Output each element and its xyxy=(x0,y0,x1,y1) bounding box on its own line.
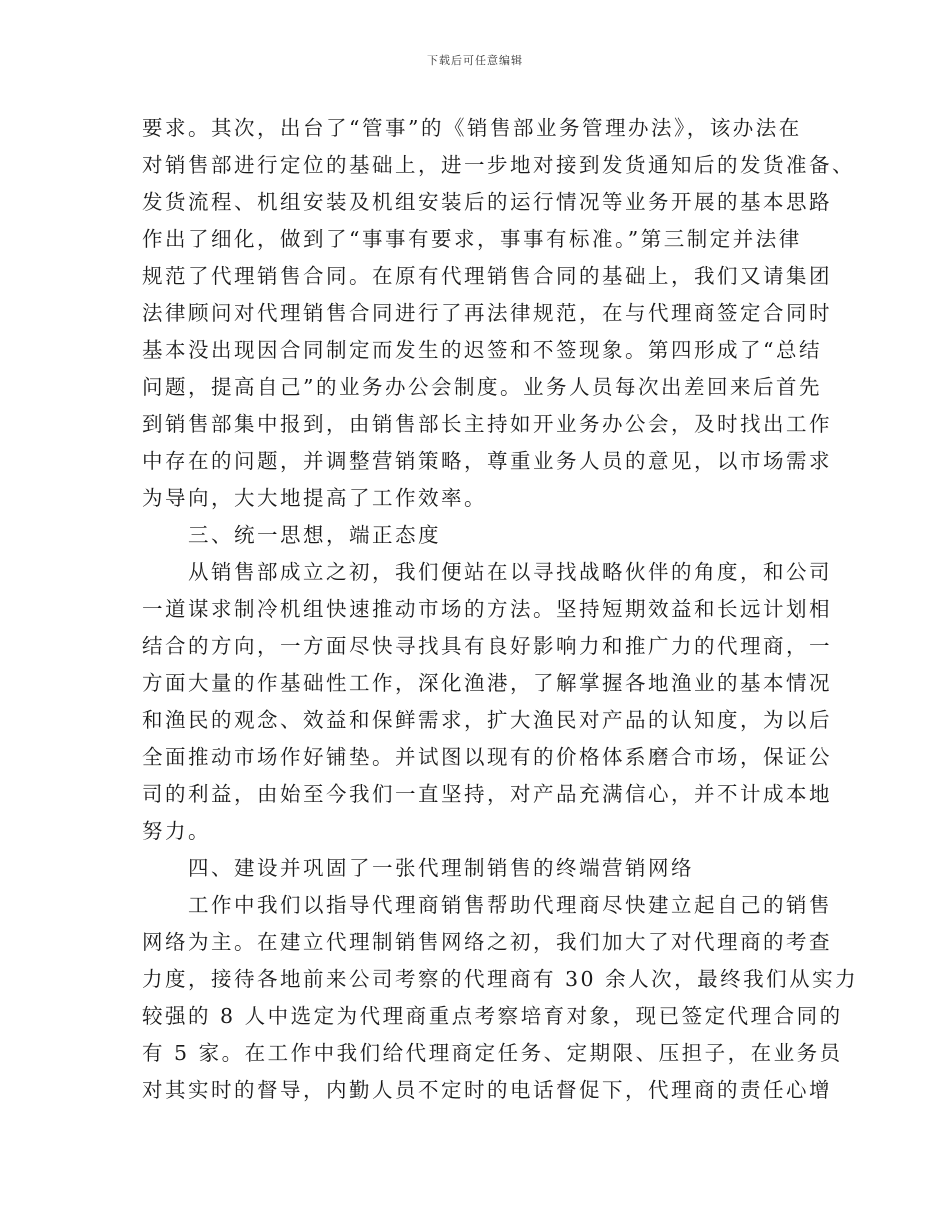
text-line: 司的利益，由始至今我们一直坚持，对产品充满信心，并不计成本地 xyxy=(142,782,832,806)
page-header: 下载后可任意编辑 xyxy=(427,54,523,67)
text-line: 从销售部成立之初，我们便站在以寻找战略伙伴的角度，和公司 xyxy=(188,560,832,584)
text-line: 法律顾问对代理销售合同进行了再法律规范，在与代理商签定合同时 xyxy=(142,301,832,325)
section-heading: 三、统一思想，端正态度 xyxy=(188,523,441,547)
text-line: 对其实时的督导，内勤人员不定时的电话督促下，代理商的责任心增 xyxy=(142,1078,832,1102)
text-line: 和渔民的观念、效益和保鲜需求，扩大渔民对产品的认知度，为以后 xyxy=(142,708,832,732)
text-line: 力度，接待各地前来公司考察的代理商有 30 余人次，最终我们从实力 xyxy=(142,967,859,991)
text-line: 工作中我们以指导代理商销售帮助代理商尽快建立起自己的销售 xyxy=(188,893,832,917)
text-line: 发货流程、机组安装及机组安装后的运行情况等业务开展的基本思路 xyxy=(142,190,832,214)
text-line: 网络为主。在建立代理制销售网络之初，我们加大了对代理商的考查 xyxy=(142,930,832,954)
text-line: 作出了细化，做到了“事事有要求，事事有标准。”第三制定并法律 xyxy=(142,227,802,251)
text-line: 问题，提高自己”的业务办公会制度。业务人员每次出差回来后首先 xyxy=(142,375,822,399)
text-line: 结合的方向，一方面尽快寻找具有良好影响力和推广力的代理商，一 xyxy=(142,634,832,658)
document-body xyxy=(142,110,859,1109)
text-line: 基本没出现因合同制定而发生的迟签和不签现象。第四形成了“总结 xyxy=(142,338,822,362)
text-line: 到销售部集中报到，由销售部长主持如开业务办公会，及时找出工作 xyxy=(142,412,832,436)
text-line: 努力。 xyxy=(142,819,211,843)
text-line: 对销售部进行定位的基础上，进一步地对接到发货通知后的发货准备、 xyxy=(142,153,855,177)
text-line: 规范了代理销售合同。在原有代理销售合同的基础上，我们又请集团 xyxy=(142,264,832,288)
text-line: 方面大量的作基础性工作，深化渔港，了解掌握各地渔业的基本情况 xyxy=(142,671,832,695)
section-heading: 四、建设并巩固了一张代理制销售的终端营销网络 xyxy=(188,856,694,880)
text-line: 中存在的问题，并调整营销策略，尊重业务人员的意见，以市场需求 xyxy=(142,449,832,473)
text-line: 有 5 家。在工作中我们给代理商定任务、定期限、压担子，在业务员 xyxy=(142,1041,843,1065)
text-line: 较强的 8 人中选定为代理商重点考察培育对象，现已签定代理合同的 xyxy=(142,1004,843,1028)
text-line: 为导向，大大地提高了工作效率。 xyxy=(142,486,487,510)
text-line: 一道谋求制冷机组快速推动市场的方法。坚持短期效益和长远计划相 xyxy=(142,597,832,621)
text-line: 全面推动市场作好铺垫。并试图以现有的价格体系磨合市场，保证公 xyxy=(142,745,832,769)
text-line: 要求。其次，出台了“管事”的《销售部业务管理办法》，该办法在 xyxy=(142,116,802,140)
